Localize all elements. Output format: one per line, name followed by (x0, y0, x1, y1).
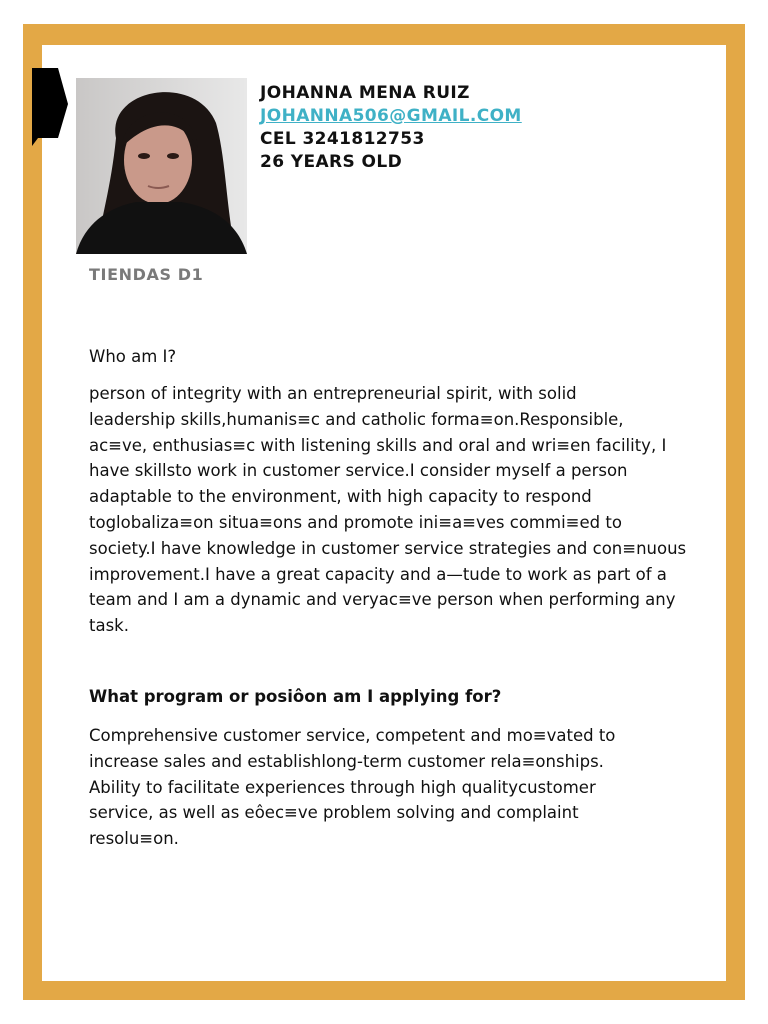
about-title: Who am I? (89, 347, 177, 366)
program-line: resolu≡on. (89, 829, 179, 849)
about-line: team and I am a dynamic and veryac≡ve person when performing any (89, 590, 676, 610)
contact-block (260, 82, 522, 174)
email-link[interactable]: JOHANNA506@GMAIL.COM (260, 106, 522, 126)
program-line: service, as well as eôec≡ve problem solving and complaint (89, 803, 579, 823)
phone-number: CEL 3241812753 (260, 129, 425, 149)
about-line: leadership skills,humanis≡c and catholic forma≡on.Responsible, (89, 409, 624, 429)
about-line: person of integrity with an entrepreneurial spirit, with solid (89, 384, 577, 403)
about-line: ac≡ve, enthusias≡c with listening skills and oral and wri≡en facility, I (89, 435, 667, 455)
company-name: TIENDAS D1 (89, 265, 204, 284)
about-line: improvement.I have a great capacity and a—tude to work as part of a (89, 564, 667, 584)
program-paragraph (89, 723, 689, 852)
profile-photo (76, 78, 247, 254)
program-title: What program or posiôon am I applying for? (89, 687, 502, 706)
about-line: have skillsto work in customer service.I consider myself a person (89, 461, 628, 481)
program-line: increase sales and establishlong-term customer rela≡onships. (89, 751, 604, 771)
applicant-name: JOHANNA MENA RUIZ (260, 83, 470, 103)
about-line: adaptable to the environment, with high capacity to respond (89, 487, 592, 507)
about-line: society.I have knowledge in customer service strategies and con≡nuous (89, 538, 687, 558)
about-paragraph (89, 381, 689, 639)
tab-marker (32, 68, 68, 146)
program-line: Comprehensive customer service, competent and mo≡vated to (89, 726, 616, 745)
about-line: toglobaliza≡on situa≡ons and promote ini≡a≡ves commi≡ed to (89, 512, 622, 532)
applicant-age: 26 YEARS OLD (260, 152, 403, 172)
program-line: Ability to facilitate experiences through high qualitycustomer (89, 777, 596, 797)
about-line: task. (89, 616, 129, 636)
